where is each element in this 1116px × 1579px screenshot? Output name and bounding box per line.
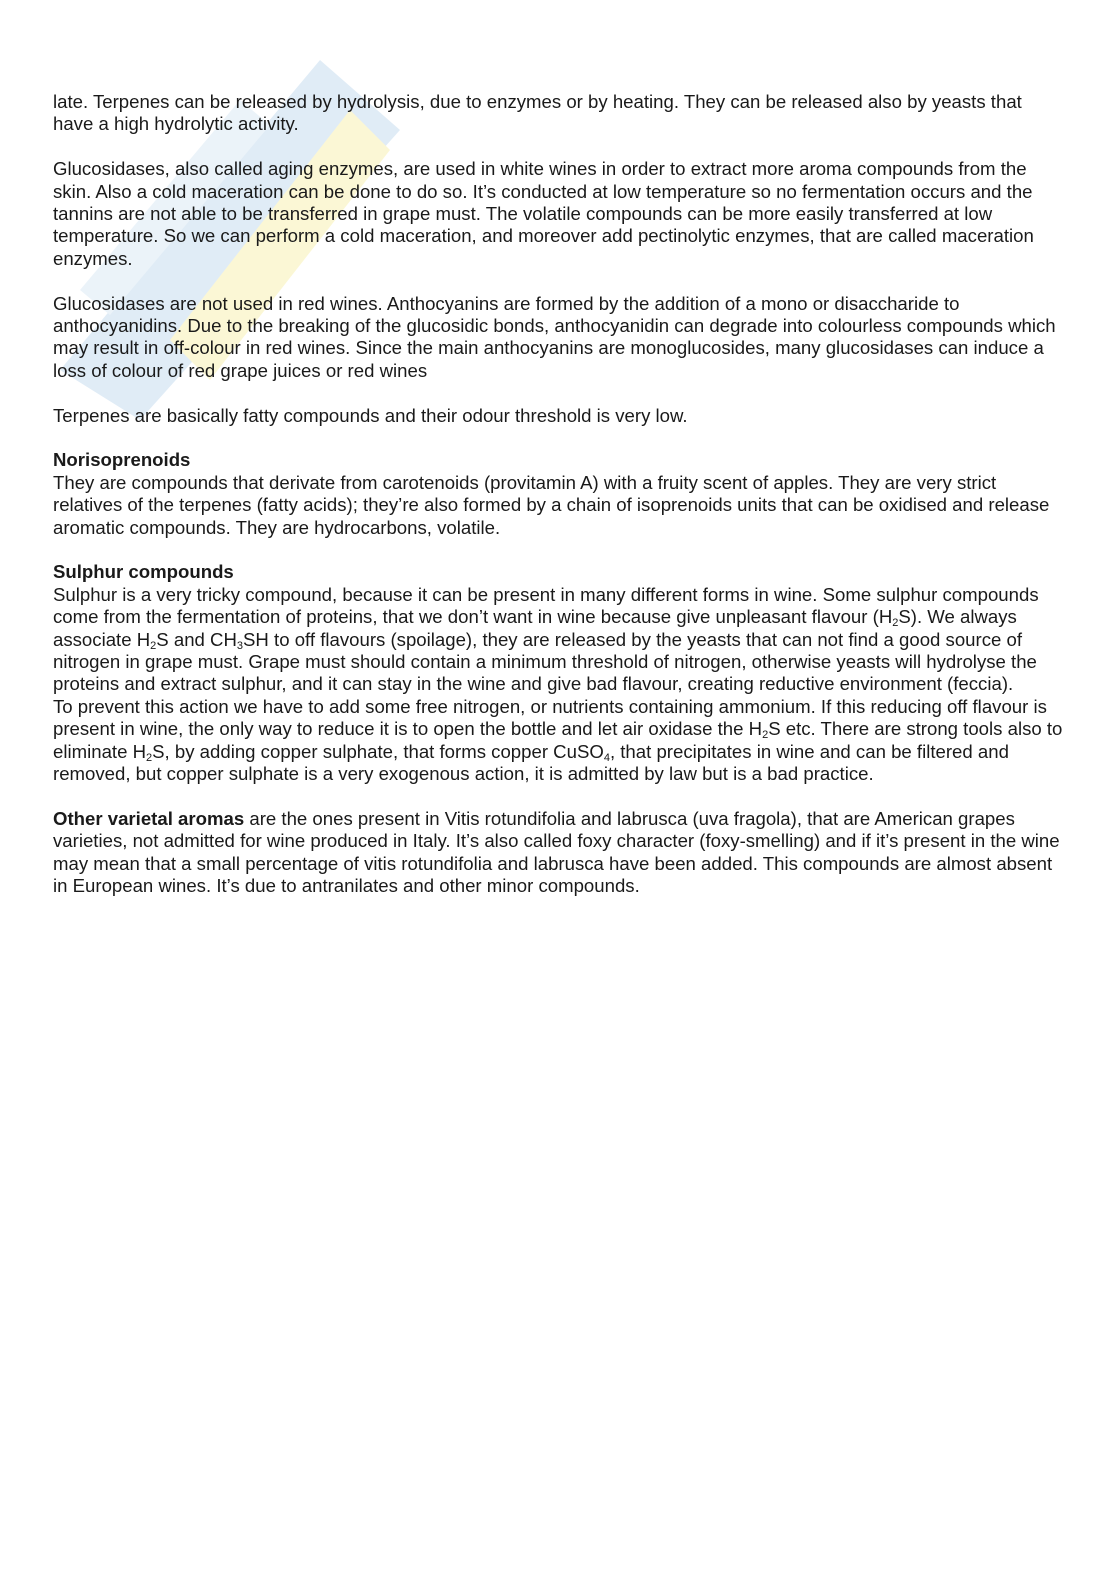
paragraph-terpenes-fatty: Terpenes are basically fatty compounds and their odour threshold is very low. bbox=[53, 404, 688, 426]
heading-sulphur: Sulphur compounds bbox=[53, 561, 234, 583]
subscript: 2 bbox=[146, 751, 153, 764]
other-varietal-bold: Other varietal aromas bbox=[53, 807, 245, 829]
subscript: 2 bbox=[892, 617, 899, 630]
prevention-text-2: S etc. There are strong tools also to eliminate H bbox=[53, 718, 1063, 762]
sulphur-text-1: Sulphur is a very tricky compound, because it can be present in many different forms in wine. Some sulphur compounds come from the fermentation of proteins, that we don’t want in wine because give unpleasant flavour (H bbox=[53, 583, 1039, 628]
paragraph-glucosidases-red: Glucosidases are not used in red wines. Anthocyanins are formed by the addition of a mono or disaccharide to anthocyanidins. Due to the breaking of the glucosidic bonds, anthocyanidin can degrade into colourless compounds which may result in off-colour in red wines. Since the main anthocyanins are monoglucosides, many glucosidases can induce a loss of colour of red grape juices or red wines bbox=[53, 292, 1056, 381]
norisoprenoids-text: They are compounds that derivate from carotenoids (provitamin A) with a fruity scent of apples. They are very strict relatives of the terpenes (fatty acids); they’re also formed by a chain of isoprenoids units that can be oxidised and release aromatic compounds. They are hydrocarbons, volatile. bbox=[53, 471, 1050, 538]
document-body bbox=[53, 91, 1063, 920]
sulphur-text-2: S). We always associate H bbox=[53, 606, 1017, 650]
paragraph-terpenes-release: late. Terpenes can be released by hydrolysis, due to enzymes or by heating. They can be released also by yeasts that have a high hydrolytic activity. bbox=[53, 91, 1022, 135]
prevention-text-3: S, by adding copper sulphate, that forms copper CuSO bbox=[152, 740, 604, 762]
paragraph-other-varietal bbox=[53, 808, 1063, 898]
sulphur-text-4: SH to off flavours (spoilage), they are released by the yeasts that can not find a good source of nitrogen in grape must. Grape must should contain a minimum threshold of nitrogen, otherwise yeasts will hydrolyse the proteins and extract sulphur, and it can stay in the wine and give bad flavour, creating reductive environment (feccia). bbox=[53, 628, 1037, 695]
section-sulphur bbox=[53, 561, 1063, 695]
subscript: 2 bbox=[150, 639, 157, 652]
paragraph-prevention bbox=[53, 696, 1063, 786]
subscript: 4 bbox=[603, 751, 610, 764]
subscript: 3 bbox=[236, 639, 244, 652]
section-norisoprenoids bbox=[53, 449, 1063, 539]
other-varietal-text: are the ones present in Vitis rotundifolia and labrusca (uva fragola), that are American grapes varieties, not admitted for wine produced in Italy. It’s also called foxy character (foxy-smelling) and if it’s present in the wine may mean that a small percentage of vitis rotundifolia and labrusca have been added. This compounds are almost absent in European wines. It’s due to antranilates and other minor compounds. bbox=[53, 807, 1060, 897]
heading-norisoprenoids: Norisoprenoids bbox=[53, 449, 191, 471]
subscript: 2 bbox=[762, 729, 769, 742]
paragraph-glucosidases-white: Glucosidases, also called aging enzymes, are used in white wines in order to extract more aroma compounds from the skin. Also a cold maceration can be done to do so. It’s conducted at low temperature so no fermentation occurs and the tannins are not able to be transferred in grape must. The volatile compounds can be more easily transferred at low temperature. So we can perform a cold maceration, and moreover add pectinolytic enzymes, that are called maceration enzymes. bbox=[53, 158, 1034, 269]
prevention-text-1: To prevent this action we have to add some free nitrogen, or nutrients containing ammonium. If this reducing off flavour is present in wine, the only way to reduce it is to open the bottle and let air oxidase the H bbox=[53, 695, 1047, 740]
sulphur-text-3: S and CH bbox=[156, 628, 237, 650]
prevention-text-4: , that precipitates in wine and can be filtered and removed, but copper sulphate is a very exogenous action, it is admitted by law but is a bad practice. bbox=[53, 740, 1009, 785]
